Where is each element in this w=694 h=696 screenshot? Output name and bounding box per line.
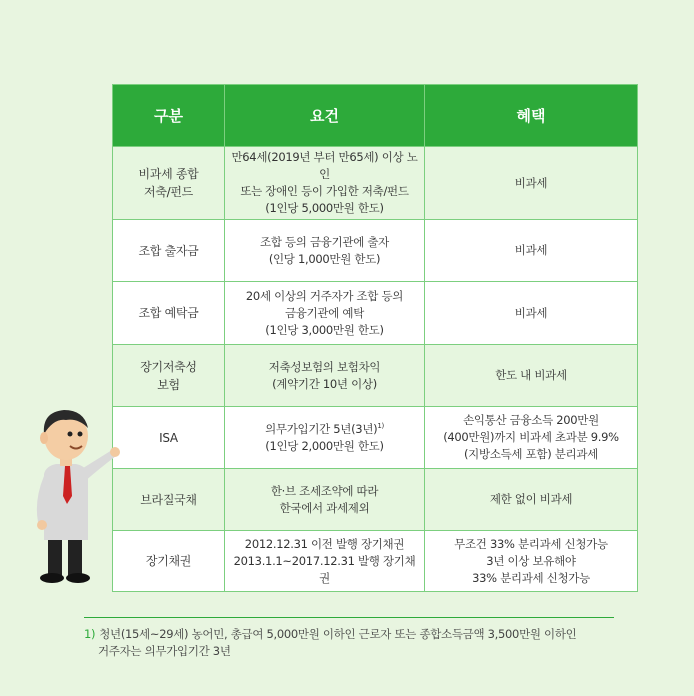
table-row bbox=[113, 531, 638, 592]
table-row bbox=[113, 345, 638, 407]
row-category: 비과세 종합 저축/펀드 bbox=[113, 147, 225, 220]
row-requirement: 저축성보험의 보험차익 (계약기간 10년 이상) bbox=[225, 345, 425, 407]
benefits-table-container bbox=[112, 84, 637, 592]
row-category: ISA bbox=[113, 407, 225, 469]
footnote-divider bbox=[84, 617, 614, 618]
pointing-hand bbox=[110, 447, 120, 457]
footnote-line-2: 거주자는 의무가입기간 3년 bbox=[98, 644, 231, 658]
row-requirement: 조합 등의 금융기관에 출자 (인당 1,000만원 한도) bbox=[225, 220, 425, 282]
pointing-man-illustration bbox=[22, 404, 122, 584]
right-shoe bbox=[66, 573, 90, 583]
header-requirement: 요건 bbox=[225, 85, 425, 147]
row-requirement: 2012.12.31 이전 발행 장기채권 2013.1.1~2017.12.31 발행 장기채권 bbox=[225, 531, 425, 592]
row-category: 조합 출자금 bbox=[113, 220, 225, 282]
header-benefit: 혜택 bbox=[425, 85, 638, 147]
row-benefit: 비과세 bbox=[425, 282, 638, 345]
row-category: 조합 예탁금 bbox=[113, 282, 225, 345]
row-requirement: 20세 이상의 거주자가 조합 등의 금융기관에 예탁 (1인당 3,000만원 한도) bbox=[225, 282, 425, 345]
resting-hand bbox=[37, 520, 47, 530]
footnote-number: 1) bbox=[84, 627, 96, 641]
footnote bbox=[84, 626, 644, 660]
row-benefit: 비과세 bbox=[425, 220, 638, 282]
table-row bbox=[113, 147, 638, 220]
footnote-marker: 1) bbox=[377, 421, 384, 430]
ear bbox=[40, 432, 48, 444]
row-benefit: 제한 없이 비과세 bbox=[425, 469, 638, 531]
left-shoe bbox=[40, 573, 64, 583]
header-category: 구분 bbox=[113, 85, 225, 147]
table-row bbox=[113, 407, 638, 469]
row-category: 브라질국채 bbox=[113, 469, 225, 531]
pointing-arm bbox=[80, 450, 116, 482]
row-requirement bbox=[225, 407, 425, 469]
table-header-row bbox=[113, 85, 638, 147]
table-row bbox=[113, 220, 638, 282]
isa-requirement-limit: (1인당 2,000만원 한도) bbox=[265, 438, 384, 453]
left-eye bbox=[68, 432, 73, 437]
table-row bbox=[113, 469, 638, 531]
table-row bbox=[113, 282, 638, 345]
row-benefit: 한도 내 비과세 bbox=[425, 345, 638, 407]
right-eye bbox=[78, 432, 83, 437]
row-benefit: 손익통산 금융소득 200만원 (400만원)까지 비과세 초과분 9.9% (지방소득세 포함) 분리과세 bbox=[425, 407, 638, 469]
row-requirement: 한·브 조세조약에 따라 한국에서 과세제외 bbox=[225, 469, 425, 531]
tax-benefits-table bbox=[112, 84, 638, 592]
left-leg bbox=[48, 536, 62, 576]
row-benefit: 무조건 33% 분리과세 신청가능 3년 이상 보유해야 33% 분리과세 신청가능 bbox=[425, 531, 638, 592]
row-category: 장기채권 bbox=[113, 531, 225, 592]
row-requirement: 만64세(2019년 부터 만65세) 이상 노인 또는 장애인 등이 가입한 저축/펀드 (1인당 5,000만원 한도) bbox=[225, 147, 425, 220]
isa-requirement-period: 의무가입기간 5년(3년) bbox=[265, 421, 378, 436]
row-category: 장기저축성 보험 bbox=[113, 345, 225, 407]
row-benefit: 비과세 bbox=[425, 147, 638, 220]
right-leg bbox=[68, 536, 82, 576]
footnote-line-1: 청년(15세~29세) 농어민, 총급여 5,000만원 이하인 근로자 또는 종합소득금액 3,500만원 이하인 bbox=[99, 627, 577, 641]
